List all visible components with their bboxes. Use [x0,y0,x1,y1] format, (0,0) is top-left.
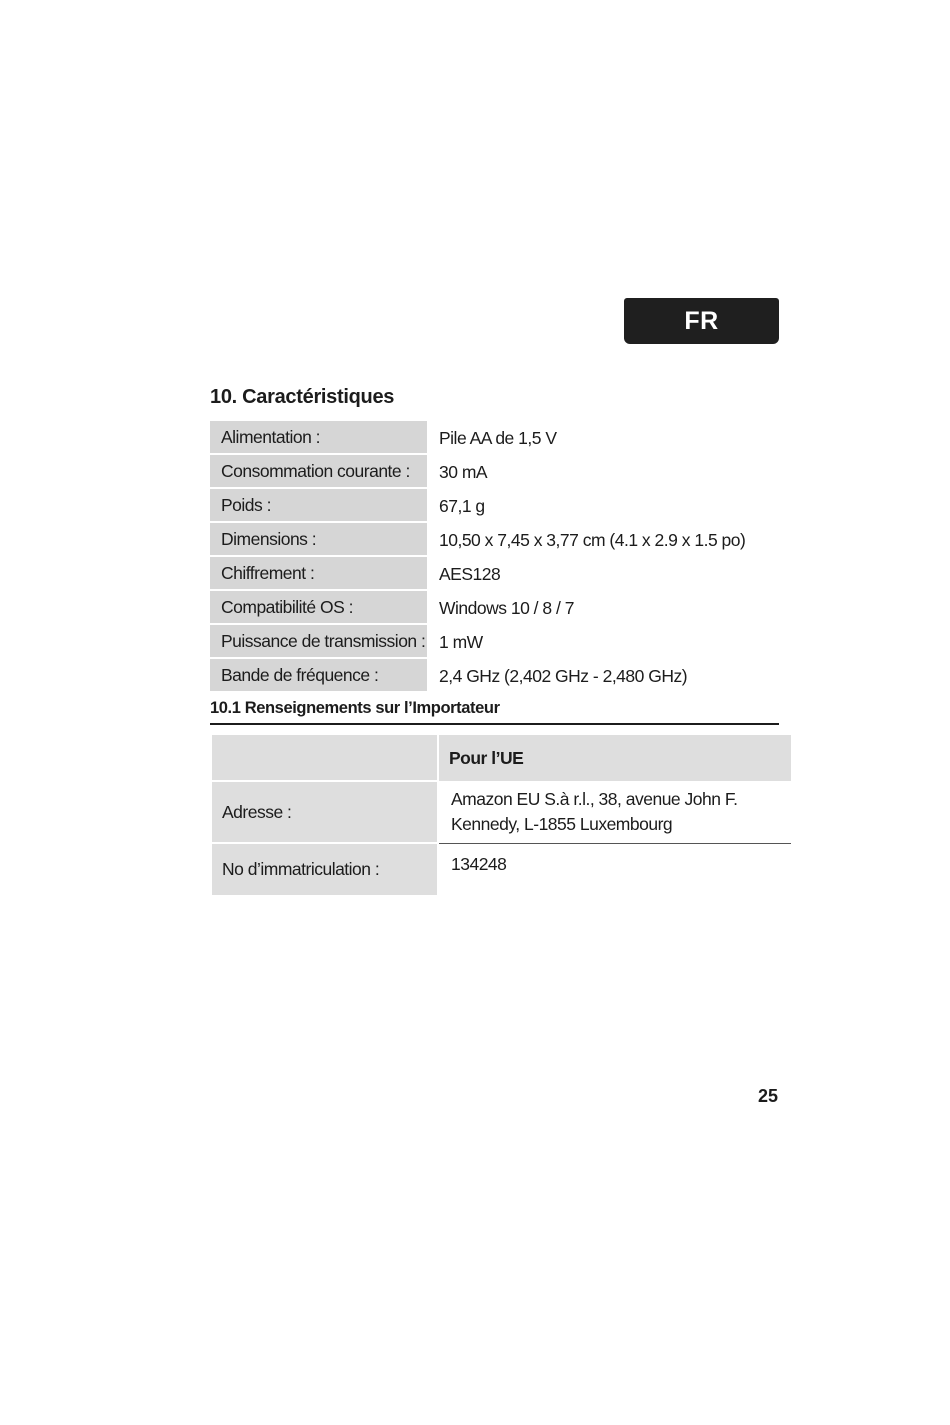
spec-value: 10,50 x 7,45 x 3,77 cm (4.1 x 2.9 x 1.5 po) [439,529,746,550]
spec-label: Consommation courante : [210,455,427,489]
spec-row [210,625,745,659]
spec-row [210,557,745,591]
importer-table [212,735,791,895]
importer-header-row [212,735,791,781]
spec-row [210,421,745,455]
spec-value: 67,1 g [439,495,485,516]
importer-section-title: 10.1 Renseignements sur l’Importateur [210,699,779,725]
spec-row [210,455,745,489]
address-line: Kennedy, L-1855 Luxembourg [451,813,673,834]
spec-value: Pile AA de 1,5 V [439,427,557,448]
spec-row [210,591,745,625]
spec-label: Poids : [210,489,427,523]
section-title: 10. Caractéristiques [210,386,395,408]
spec-value: AES128 [439,563,501,584]
importer-value [438,843,791,895]
spec-label: Dimensions : [210,523,427,557]
spec-label: Compatibilité OS : [210,591,427,625]
spec-label: Puissance de transmission : [210,625,427,659]
importer-header-blank [212,735,438,781]
spec-value: Windows 10 / 8 / 7 [439,597,574,618]
page-number: 25 [758,1086,779,1106]
importer-label: No d’immatriculation : [212,843,438,895]
spec-row [210,659,745,693]
specifications-table [210,421,745,693]
registration-number: 134248 [451,853,507,874]
importer-column-header: Pour l’UE [438,735,791,781]
importer-row-registration [212,843,791,895]
importer-row-address [212,781,791,843]
importer-label: Adresse : [212,781,438,843]
spec-row [210,489,745,523]
spec-label: Bande de fréquence : [210,659,427,693]
spec-row [210,523,745,557]
spec-label: Alimentation : [210,421,427,455]
spec-label: Chiffrement : [210,557,427,591]
address-line: Amazon EU S.à r.l., 38, avenue John F. [451,788,738,809]
language-tab: FR [624,298,779,344]
spec-value: 1 mW [439,631,483,652]
spec-value: 30 mA [439,461,488,482]
spec-value: 2,4 GHz (2,402 GHz - 2,480 GHz) [439,665,688,686]
importer-value [438,781,791,843]
